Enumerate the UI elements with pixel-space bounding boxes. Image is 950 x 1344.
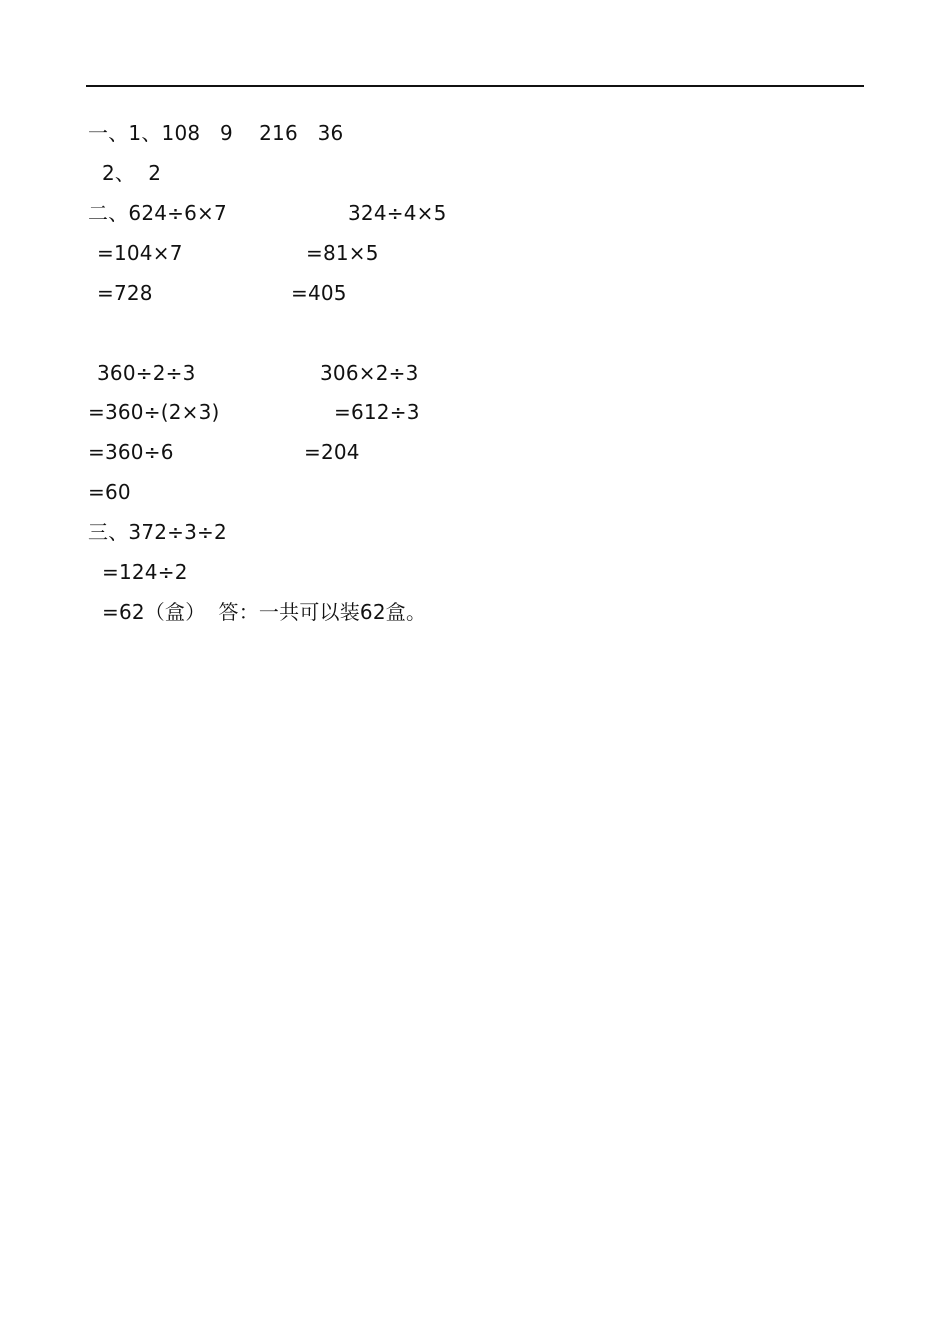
section-1-line-1: 一、1、108 9 216 36: [88, 121, 344, 145]
problem-1-step-1: =104×7: [97, 241, 183, 265]
problem-2-expression: 324÷4×5: [348, 201, 447, 225]
problem-3-step-1: =360÷(2×3): [88, 400, 220, 424]
problem-2-step-1: =81×5: [306, 241, 379, 265]
problem-4-step-2: =204: [304, 440, 360, 464]
problem-4-step-1: =612÷3: [334, 400, 420, 424]
section-3-answer: =62（盒） 答：一共可以装62盒。: [102, 600, 427, 624]
problem-3-step-3: =60: [88, 480, 131, 504]
section-3-step-1: =124÷2: [102, 560, 188, 584]
problem-1-step-2: =728: [97, 281, 153, 305]
section-3-expression: 三、372÷3÷2: [88, 520, 227, 544]
section-1-line-2: 2、 2: [102, 161, 162, 185]
problem-3-step-2: =360÷6: [88, 440, 174, 464]
header-rule: [86, 85, 864, 87]
problem-2-step-2: =405: [291, 281, 347, 305]
problem-3-expression: 360÷2÷3: [97, 361, 196, 385]
problem-1-expression: 二、624÷6×7: [88, 201, 227, 225]
problem-4-expression: 306×2÷3: [320, 361, 419, 385]
